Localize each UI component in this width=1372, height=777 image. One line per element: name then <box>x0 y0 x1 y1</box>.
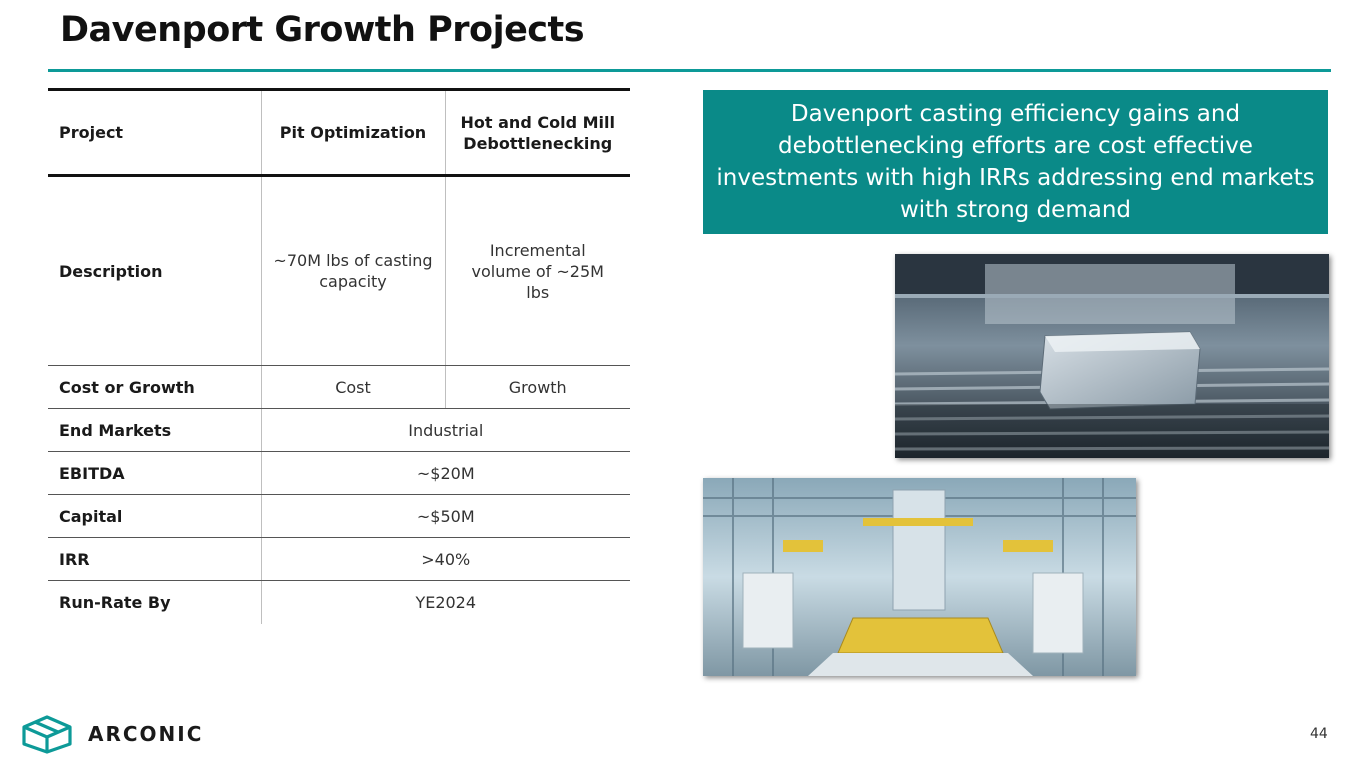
cell-text: ~70M lbs of casting capacity <box>273 251 433 291</box>
header-pit-optimization: Pit Optimization <box>261 90 445 176</box>
table-row <box>48 495 630 538</box>
page-number: 44 <box>1310 726 1328 742</box>
callout-text: Davenport casting efficiency gains and debottlenecking efforts are cost effective investments with high IRRs addressing end markets with strong demand <box>716 101 1315 223</box>
rolling-mill-photo <box>703 478 1136 676</box>
row-label: End Markets <box>48 409 261 452</box>
row-label: Run-Rate By <box>59 592 171 612</box>
row-label: Cost or Growth <box>48 366 261 409</box>
arconic-cube-icon <box>20 714 74 754</box>
header-mill-debottlenecking-text: Hot and Cold Mill Debottlenecking <box>460 112 615 153</box>
row-label: IRR <box>48 538 261 581</box>
cell-text: Incremental volume of ~25M lbs <box>471 240 604 302</box>
row-label: Capital <box>48 495 261 538</box>
table-cell: Growth <box>445 366 630 409</box>
page-title: Davenport Growth Projects <box>60 10 585 50</box>
callout-box <box>703 90 1328 234</box>
rolling-mill-illustration <box>703 478 1136 676</box>
table-cell: Cost <box>261 366 445 409</box>
table-cell: >40% <box>261 538 630 581</box>
table-header-row <box>48 90 630 176</box>
brand-name: ARCONIC <box>88 722 204 746</box>
table-cell: YE2024 <box>261 581 630 624</box>
table-cell: Industrial <box>261 409 630 452</box>
header-project: Project <box>48 90 261 176</box>
row-label: EBITDA <box>48 452 261 495</box>
table-cell <box>261 176 445 366</box>
table-cell <box>445 176 630 366</box>
table-cell: ~$50M <box>261 495 630 538</box>
casting-ingot-illustration <box>895 254 1329 458</box>
row-label: Description <box>48 176 261 366</box>
table-row <box>48 409 630 452</box>
table-row <box>48 366 630 409</box>
table-row <box>48 538 630 581</box>
casting-ingot-photo <box>895 254 1329 458</box>
projects-table <box>48 88 630 624</box>
table-row <box>48 581 630 624</box>
header-mill-debottlenecking <box>445 90 630 176</box>
title-divider <box>48 69 1331 72</box>
table-row <box>48 176 630 366</box>
arconic-logo <box>20 714 203 754</box>
table-cell: ~$20M <box>261 452 630 495</box>
table-row <box>48 452 630 495</box>
